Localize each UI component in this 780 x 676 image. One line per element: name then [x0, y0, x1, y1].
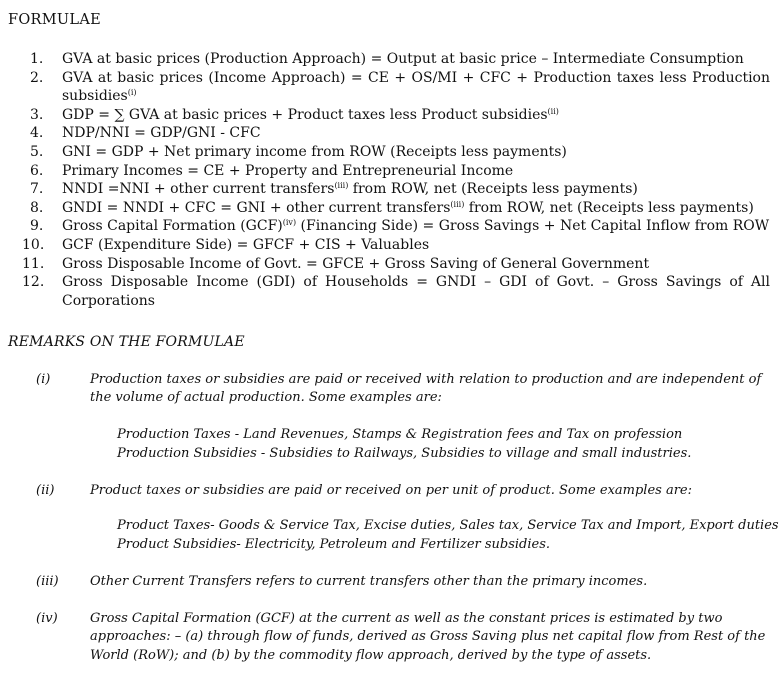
formula-item	[22, 255, 770, 274]
formula-number: 12.	[22, 274, 45, 291]
formula-text: NDP/NNI = GDP/GNI - CFC	[62, 125, 261, 142]
formula-text: Gross Disposable Income (GDI) of Households = GNDI – GDI of Govt. – Gross Savings of All Corporations	[62, 274, 770, 309]
remarks-heading: REMARKS ON THE FORMULAE	[8, 334, 245, 350]
formula-item	[22, 106, 770, 125]
formula-text: Primary Incomes = CE + Property and Entrepreneurial Income	[62, 162, 514, 179]
formula-number: 11.	[22, 255, 45, 272]
formula-number: 2.	[30, 69, 44, 86]
formula-item	[22, 180, 770, 199]
footnote-ref: (iii)	[334, 181, 349, 191]
formula-item	[22, 217, 770, 236]
formula-number: 4.	[30, 125, 44, 142]
formula-text: Gross Disposable Income of Govt. = GFCE + Gross Saving of General Government	[62, 255, 650, 272]
footnote-ref: (i)	[127, 88, 137, 98]
footnote-ref: (iv)	[282, 218, 297, 228]
remark-example: Production Subsidies - Subsidies to Railways, Subsidies to village and small industries.	[117, 446, 692, 461]
formula-item	[22, 273, 770, 310]
remark-example: Product Subsidies- Electricity, Petroleum and Fertilizer subsidies.	[117, 537, 551, 552]
remark-item	[36, 573, 766, 591]
formula-text: GNDI = NNDI + CFC = GNI + other current transfers	[62, 199, 451, 216]
remark-text: Other Current Transfers refers to current transfers other than the primary incomes.	[90, 574, 648, 589]
remark-item	[36, 610, 766, 665]
formula-item	[22, 69, 770, 106]
remark-text: Gross Capital Formation (GCF) at the current as well as the constant prices is estimated by two approaches: – (a) through flow of funds, derived as Gross Saving plus net capital flow from Rest of the World (RoW); and (b) by the commodity flow approach, derived by the type of assets.	[90, 611, 766, 663]
formula-text: GDP = ∑ GVA at basic prices + Product taxes less Product subsidies	[62, 106, 548, 123]
formula-text-wrapper	[62, 217, 770, 236]
remark-example: Production Taxes - Land Revenues, Stamps & Registration fees and Tax on profession	[117, 427, 683, 442]
remark-example: Product Taxes- Goods & Service Tax, Excise duties, Sales tax, Service Tax and Import, Export duties	[117, 518, 779, 533]
formula-item	[22, 50, 770, 69]
remark-text: Product taxes or subsidies are paid or received on per unit of product. Some examples are:	[90, 483, 692, 498]
formula-item	[22, 162, 770, 181]
formulae-heading: FORMULAE	[8, 12, 102, 28]
formula-item	[22, 199, 770, 218]
remark-number: (i)	[36, 372, 51, 387]
formula-text: GNI = GDP + Net primary income from ROW (Receipts less payments)	[62, 143, 567, 160]
formula-text-cont: from ROW, net (Receipts less payments)	[464, 199, 754, 216]
formula-text: GVA at basic prices (Income Approach) = CE + OS/MI + CFC + Production taxes less Production subsidies	[62, 69, 770, 105]
formula-text-wrapper	[62, 106, 770, 125]
formula-text: GCF (Expenditure Side) = GFCF + CIS + Valuables	[62, 236, 430, 253]
formula-number: 9.	[30, 218, 44, 235]
formula-number: 10.	[22, 236, 45, 253]
footnote-ref: (iii)	[450, 199, 465, 209]
remark-number: (iv)	[36, 611, 58, 626]
formula-text: GVA at basic prices (Production Approach) = Output at basic price – Intermediate Consumption	[62, 51, 744, 67]
formula-number: 3.	[30, 106, 44, 123]
formula-number: 6.	[30, 162, 44, 179]
formula-text-cont: from ROW, net (Receipts less payments)	[348, 181, 638, 198]
formula-item	[22, 143, 770, 162]
formula-text-cont: (Financing Side) = Gross Savings + Net Capital Inflow from ROW	[296, 218, 770, 235]
formula-number: 8.	[30, 199, 44, 216]
remark-number: (iii)	[36, 574, 59, 589]
formula-text-wrapper	[62, 199, 770, 218]
formula-text: NNDI =NNI + other current transfers	[62, 181, 335, 198]
formula-number: 1.	[30, 51, 44, 67]
footnote-ref: (ii)	[547, 106, 559, 116]
remark-number: (ii)	[36, 483, 55, 498]
formula-text-wrapper	[62, 180, 770, 199]
formula-item	[22, 124, 770, 143]
formula-number: 5.	[30, 143, 44, 160]
remark-item	[36, 482, 766, 500]
formula-item	[22, 236, 770, 255]
formula-text-wrapper	[62, 69, 770, 106]
formula-number: 7.	[30, 181, 44, 198]
formulae-list	[22, 50, 770, 310]
remark-text: Production taxes or subsidies are paid or received with relation to production and are independent of the volume of actual production. Some examples are:	[90, 372, 762, 406]
formula-text: Gross Capital Formation (GCF)	[62, 218, 283, 235]
remark-item	[36, 371, 766, 408]
